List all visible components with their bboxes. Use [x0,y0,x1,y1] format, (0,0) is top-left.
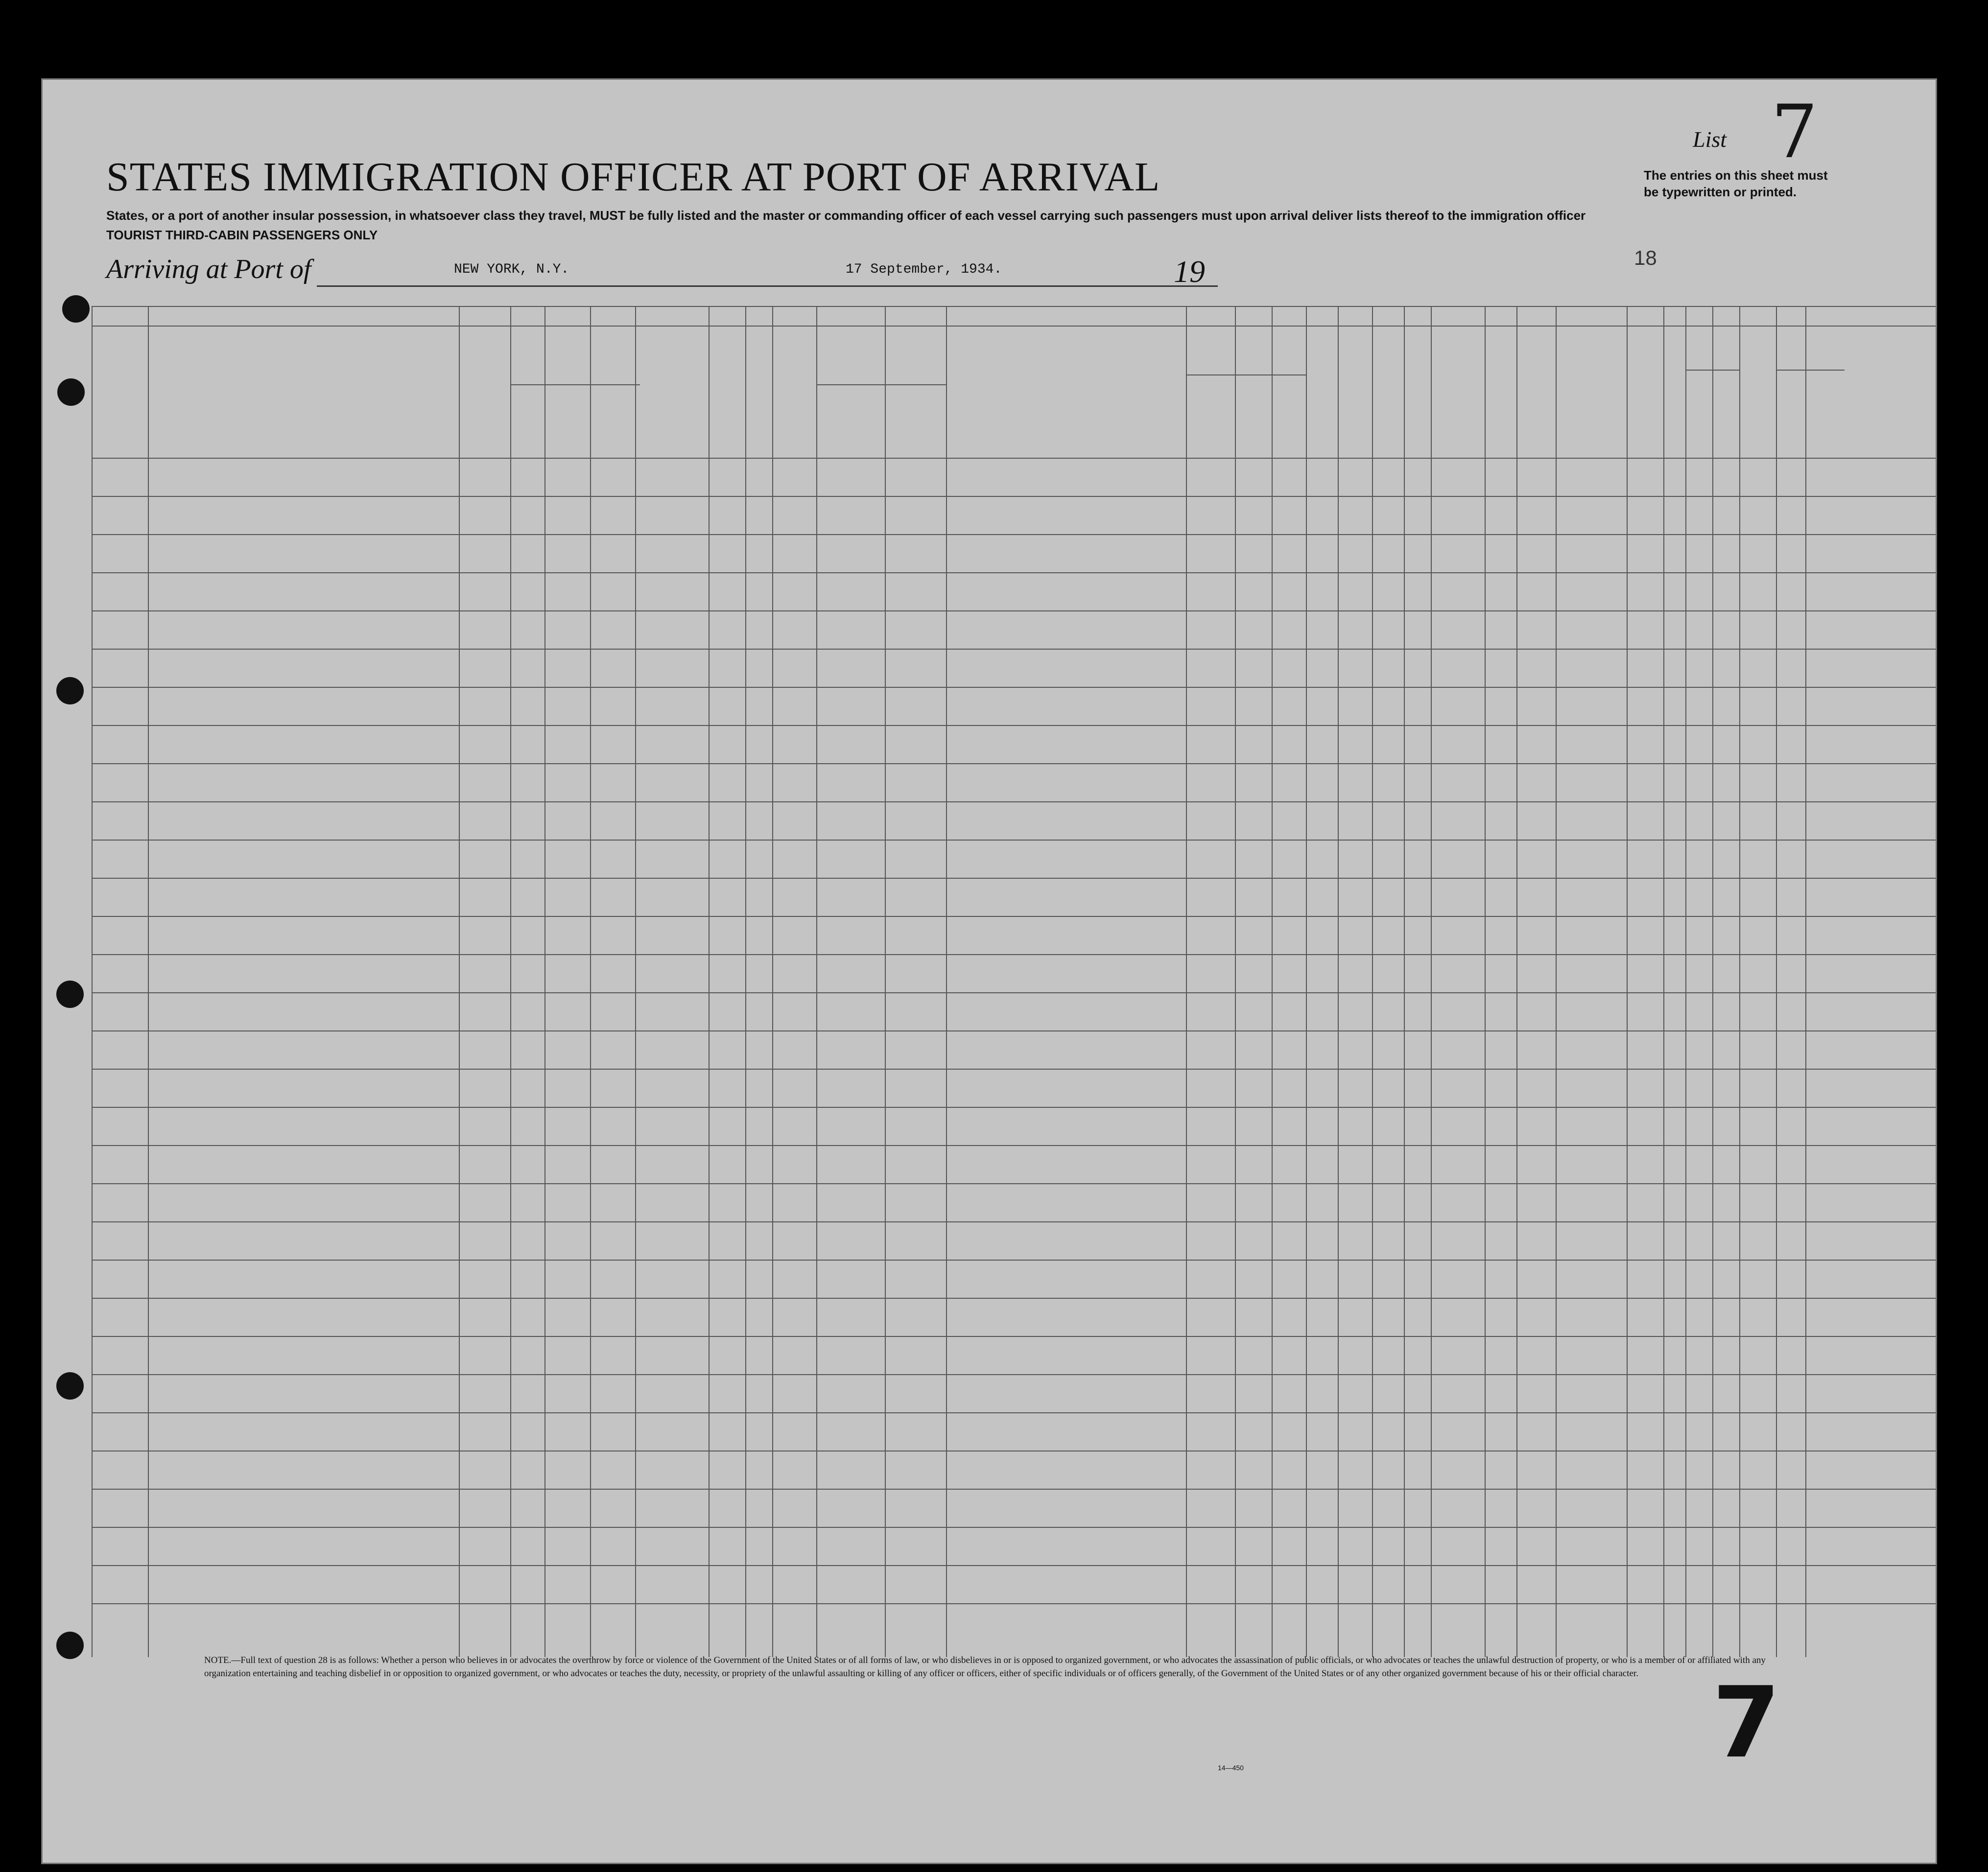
column-rule [459,306,460,1657]
column-rule [1627,306,1628,1657]
arrival-century: 19 [1174,254,1205,289]
row-rule [92,916,1937,917]
column-rule [1485,306,1486,1657]
row-rule [92,1107,1937,1108]
column-rule [1685,306,1686,1657]
list-label: List [1693,127,1727,152]
row-rule [92,1374,1937,1375]
column-rule [1235,306,1236,1657]
column-rule [92,306,93,1657]
row-rule [92,1069,1937,1070]
column-rule [148,306,149,1657]
handwritten-page-number: 7 [1712,1666,1781,1780]
form-number: 14—450 [1218,1764,1244,1772]
column-rule [1556,306,1557,1657]
row-rule [92,1030,1937,1031]
column-rule [510,306,511,1657]
manifest-sheet [41,78,1937,1864]
column-rule [885,306,886,1657]
row-rule [92,954,1937,955]
row-rule [92,649,1937,650]
column-rule [1805,306,1806,1657]
column-rule [709,306,710,1657]
row-rule [92,1527,1937,1528]
row-rule [92,840,1937,841]
row-rule [92,1145,1937,1146]
column-rule [1739,306,1740,1657]
arriving-label: Arriving at Port of [106,254,311,284]
column-rule [772,306,773,1657]
row-rule [92,725,1937,726]
subheader-rule [1186,374,1306,375]
row-rule [92,1565,1937,1566]
arrival-port: NEW YORK, N.Y. [454,262,569,277]
row-rule [92,1603,1937,1604]
row-rule [92,878,1937,879]
column-rule [816,306,817,1657]
manifest-table [92,306,1937,1657]
binder-hole [56,981,84,1008]
row-rule [92,1412,1937,1413]
passenger-class-text: TOURIST THIRD-CABIN PASSENGERS ONLY [106,228,378,242]
column-rule [1272,306,1273,1657]
subheader-rule [1776,370,1845,371]
page-title: STATES IMMIGRATION OFFICER AT PORT OF ARRIVAL [106,154,1160,200]
row-rule [92,610,1937,611]
footnote: NOTE.—Full text of question 28 is as follows: Whether a person who believes in or advocates the overthrow by force or violence of the Government of the United States or of all forms of law, or who disbelieves in or is opposed to organized government, or who advocates the assassination of public officials, or who advocates or teaches the unlawful destruction of property, or who is a member of or affiliated with any organization entertaining and teaching disbelief in or opposition to organized government, or who advocates or teaches the duty, necessity, or propriety of the unlawful assaulting or killing of any officer or officers, either of specific individuals or of officers generally, of the Government of the United States or of any other organized government because of his or their official character. [204,1655,1766,1679]
column-rule [1776,306,1777,1657]
binder-hole [56,1372,84,1400]
column-rule [1712,306,1713,1657]
row-rule [92,687,1937,688]
row-rule [92,1336,1937,1337]
column-rule [745,306,746,1657]
binder-hole [57,378,85,406]
binder-hole [56,677,84,704]
row-rule [92,496,1937,497]
year-printed: 18 [1634,246,1657,269]
arriving-line [317,285,1218,287]
row-rule [92,801,1937,802]
row-rule [92,534,1937,535]
header-rule [92,458,1937,459]
column-rule [544,306,545,1657]
row-rule [92,763,1937,764]
column-rule [1516,306,1517,1657]
column-rule [1372,306,1373,1657]
column-rule [1404,306,1405,1657]
subheader-rule [1685,370,1739,371]
column-rule [946,306,947,1657]
row-rule [92,1221,1937,1222]
column-rule [1663,306,1664,1657]
row-rule [92,992,1937,993]
header-rule [92,326,1937,327]
row-rule [92,1298,1937,1299]
binder-hole [62,295,90,323]
row-rule [92,572,1937,573]
row-rule [92,1489,1937,1490]
binder-hole [56,1632,84,1659]
row-rule [92,1183,1937,1184]
instruction-text: States, or a port of another insular possession, in whatsoever class they travel, MUST be fully listed and the master or commanding officer of each vessel carrying such passengers must upon arrival deliver lists thereof to the immigration officer [106,208,1586,223]
typewritten-note: The entries on this sheet must be typewritten or printed. [1644,168,1828,199]
column-rule [635,306,636,1657]
column-rule [590,306,591,1657]
subheader-rule [816,384,946,385]
column-rule [1186,306,1187,1657]
header-rule [92,306,1937,307]
column-rule [1338,306,1339,1657]
column-rule [1306,306,1307,1657]
column-rule [1431,306,1432,1657]
arrival-date: 17 September, 1934. [846,262,1002,277]
subheader-rule [510,384,640,385]
list-number: 7 [1771,90,1818,175]
row-rule [92,1260,1937,1261]
